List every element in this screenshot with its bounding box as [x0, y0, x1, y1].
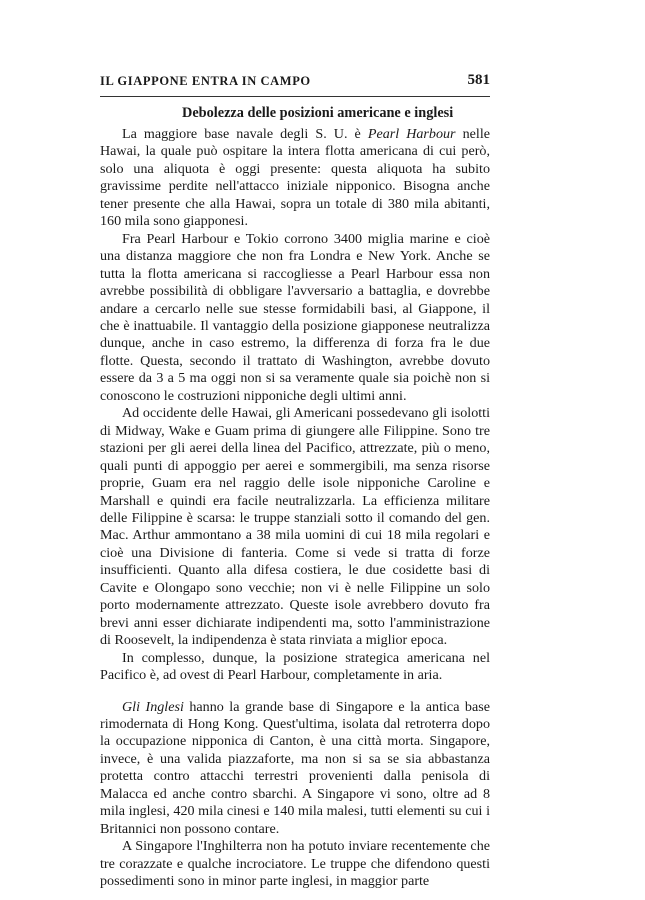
paragraph [100, 126, 490, 231]
text-run: Ad occidente delle Hawai, gli Americani possedevano gli isolotti di Midway, Wake e Guam prima di giungere alle Filippine. Sono tre stazioni per gli aerei della linea del Pacifico, attrezzate, più o meno, quali punti di appoggio per aerei e sommergibili, ma senza risorse proprie, Guam era nel raggio delle isole nipponiche Caroline e Marshall e quindi era facile neutralizzarla. La efficienza militare delle Filippine è scarsa: le truppe stanziali sotto il comando del gen. Mac. Arthur ammontano a 38 mila uomini di cui 18 mila regolari e cioè una Divisione di fanteria. Come si vede si tratta di forze insufficienti. Quanto alla difesa costiera, le due cosidette basi di Cavite e Olongapo sono vecchie; non vi è nelle Filippine un solo porto modernamente attrezzato. Queste isole avrebbero dovuto fra brevi anni esser dichiarate indipendenti ma, sotto l'amministrazione di Roosevelt, la indipendenza è stata rinviata a miglior epoca. [100, 405, 490, 649]
text-run: In complesso, dunque, la posizione strategica americana nel Pacifico è, ad ovest di Pearl Harbour, completamente in aria. [100, 649, 490, 684]
paragraph [100, 699, 490, 839]
paragraph [100, 405, 490, 649]
section-title: Debolezza delle posizioni americane e inglesi [182, 105, 454, 121]
paragraph [100, 838, 490, 890]
text-run: nelle Hawai, la quale può ospitare la intera flotta americana di cui però, solo una aliquota è oggi presente: questa aliquota ha subito gravissime perdite nell'attacco iniziale nipponico. Bisogna anche tener presente che alla Hawai, sopra un totale di 380 mila abitanti, 160 mila sono giapponesi. [100, 126, 490, 230]
page-number: 581 [467, 72, 490, 88]
running-title: IL GIAPPONE ENTRA IN CAMPO [100, 74, 311, 88]
text-run: A Singapore l'Inghilterra non ha potuto inviare recentemente che tre corazzate e qualche incrociatore. Le truppe che difendono questi possedimenti sono in minor parte inglesi, in maggior parte [100, 838, 490, 890]
text-run: Fra Pearl Harbour e Tokio corrono 3400 miglia marine e cioè una distanza maggiore che non fra Londra e New York. Anche se tutta la flotta americana si raccogliesse a Pearl Harbour essa non avrebbe possibilità di obbligare l'avversario a battaglia, e dovrebbe andare a cercarlo nelle sue stesse formidabili basi, al Giappone, il che è inattuabile. Il vantaggio della posizione giapponese neutralizza dunque, anche in caso estremo, la differenza di forza fra le due flotte. Questa, secondo il trattato di Washington, avrebbe dovuto essere da 3 a 5 ma oggi non si sa veramente quale sia poichè non si conoscono le costruzioni nipponiche degli ultimi anni. [100, 230, 490, 404]
italic-run: Gli Inglesi [122, 698, 184, 715]
text-run: hanno la grande base di Singapore e la antica base rimodernata di Hong Kong. Quest'ultima, isolata dal retroterra dopo la occupazione nipponica di Canton, è una città morta. Singapore, invece, è una valida piazzaforte, ma non si sa se sia abbastanza protetta contro attacchi terrestri provenienti dalla penisola di Malacca ed anche contro sbarchi. A Singapore vi sono, oltre ad 8 mila inglesi, 420 mila cinesi e 140 mila malesi, tutti elementi su cui i Britannici non possono contare. [100, 698, 490, 837]
paragraph [100, 650, 490, 685]
text-run: La maggiore base navale degli S. U. è [122, 126, 368, 142]
header-rule [100, 96, 490, 97]
italic-run: Pearl Harbour [367, 126, 456, 142]
body-text [100, 104, 490, 890]
page-header [100, 72, 490, 94]
paragraph [100, 231, 490, 406]
